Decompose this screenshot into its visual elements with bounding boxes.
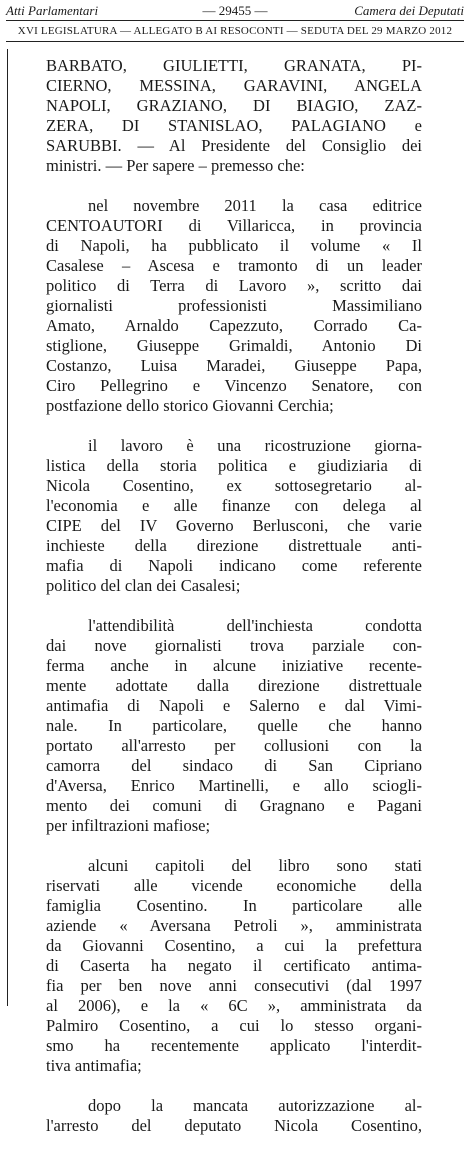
- text-line: NAPOLI, GRAZIANO, DI BIAGIO, ZAZ-: [46, 96, 422, 115]
- text-line: Nicola Cosentino, ex sottosegretario al-: [46, 476, 422, 495]
- text-line: famiglia Cosentino. In particolare alle: [46, 896, 422, 915]
- text-line: per infiltrazioni mafiose;: [46, 816, 211, 835]
- session-info: [6, 23, 464, 39]
- page-number: — 29455 —: [202, 3, 268, 18]
- text-line: nel novembre 2011 la casa editrice: [88, 196, 422, 215]
- text-line: ferma anche in alcune iniziative recente-: [46, 656, 422, 675]
- text-line: Palmiro Cosentino, a cui lo stesso organi-: [46, 1016, 422, 1035]
- text-line: giornalisti professionisti Massimiliano: [46, 296, 422, 315]
- text-line: Costanzo, Luisa Maradei, Giuseppe Papa,: [46, 356, 422, 375]
- text-line: camorra del sindaco di San Cipriano: [46, 756, 422, 775]
- session-info-text: XVI LEGISLATURA — ALLEGATO B AI RESOCONTI — SEDUTA DEL 29 MARZO 2012: [17, 25, 453, 37]
- text-line: politico del clan dei Casalesi;: [46, 576, 241, 595]
- text-line: CENTOAUTORI di Villaricca, in provincia: [46, 216, 422, 235]
- publication-title: Atti Parlamentari: [6, 3, 99, 18]
- paragraph-premise-4: [46, 856, 422, 1076]
- header-rule-top: [6, 20, 464, 21]
- text-line: di Caserta ha negato il certificato antima-: [46, 956, 422, 975]
- paragraph-premise-3: [46, 616, 422, 836]
- text-line: nale. In particolare, quelle che hanno: [46, 716, 422, 735]
- text-line: Casalese – Ascesa e tramonto di un leader: [46, 256, 422, 275]
- paragraph-premise-1: [46, 196, 422, 416]
- text-line: SARUBBI. — Al Presidente del Consiglio dei: [46, 136, 422, 155]
- text-line: smo ha recentemente applicato l'interdit-: [46, 1036, 422, 1055]
- paragraph-premise-5: [46, 1096, 422, 1136]
- text-line: il lavoro è una ricostruzione giorna-: [88, 436, 422, 455]
- text-line: Amato, Arnaldo Capezzuto, Corrado Ca-: [46, 316, 422, 335]
- text-line: postfazione dello storico Giovanni Cerchia;: [46, 396, 334, 415]
- text-line: d'Aversa, Enrico Martinelli, e allo sciogli-: [46, 776, 422, 795]
- text-line: mente adottate dalla direzione distrettuale: [46, 676, 422, 695]
- text-line: mento dei comuni di Gragnano e Pagani: [46, 796, 422, 815]
- header-rule-bottom: [6, 41, 464, 42]
- text-line: di Napoli, ha pubblicato il volume « Il: [46, 236, 422, 255]
- text-line: aziende « Aversana Petroli », amministrata: [46, 916, 422, 935]
- text-line: ZERA, DI STANISLAO, PALAGIANO e: [46, 116, 422, 135]
- text-line: BARBATO, GIULIETTI, GRANATA, PI-: [46, 56, 422, 75]
- text-line: l'economia e alle finanze con delega al: [46, 496, 422, 515]
- text-line: inchieste della direzione distrettuale anti-: [46, 536, 422, 555]
- text-line: CIPE del IV Governo Berlusconi, che varie: [46, 516, 422, 535]
- text-line: politico di Terra di Lavoro », scritto dai: [46, 276, 422, 295]
- text-line: tiva antimafia;: [46, 1056, 142, 1075]
- text-line: CIERNO, MESSINA, GARAVINI, ANGELA: [46, 76, 422, 95]
- text-line: fia per ben nove anni consecutivi (dal 1997: [46, 976, 422, 995]
- column-rule: [7, 49, 8, 1006]
- text-line: l'arresto del deputato Nicola Cosentino,: [46, 1116, 422, 1135]
- text-line: al 2006), e la « 6C », amministrata da: [46, 996, 422, 1015]
- text-line: antimafia di Napoli e Salerno e dal Vimi-: [46, 696, 422, 715]
- chamber-name: Camera dei Deputati: [354, 3, 464, 18]
- page-header: [6, 2, 464, 20]
- paragraph-signatories: [46, 56, 422, 176]
- text-line: l'attendibilità dell'inchiesta condotta: [88, 616, 422, 635]
- text-line: ministri. — Per sapere – premesso che:: [46, 156, 305, 175]
- text-line: riservati alle vicende economiche della: [46, 876, 422, 895]
- text-line: dai nove giornalisti trova parziale con-: [46, 636, 422, 655]
- text-line: dopo la mancata autorizzazione al-: [88, 1096, 422, 1115]
- document-body: [46, 56, 422, 1156]
- text-line: da Giovanni Cosentino, a cui la prefettura: [46, 936, 422, 955]
- text-line: mafia di Napoli indicano come referente: [46, 556, 422, 575]
- text-line: alcuni capitoli del libro sono stati: [88, 856, 422, 875]
- text-line: portato all'arresto per collusioni con la: [46, 736, 422, 755]
- paragraph-premise-2: [46, 436, 422, 596]
- text-line: Ciro Pellegrino e Vincenzo Senatore, con: [46, 376, 422, 395]
- text-line: stiglione, Giuseppe Grimaldi, Antonio Di: [46, 336, 422, 355]
- text-line: listica della storia politica e giudiziaria di: [46, 456, 422, 475]
